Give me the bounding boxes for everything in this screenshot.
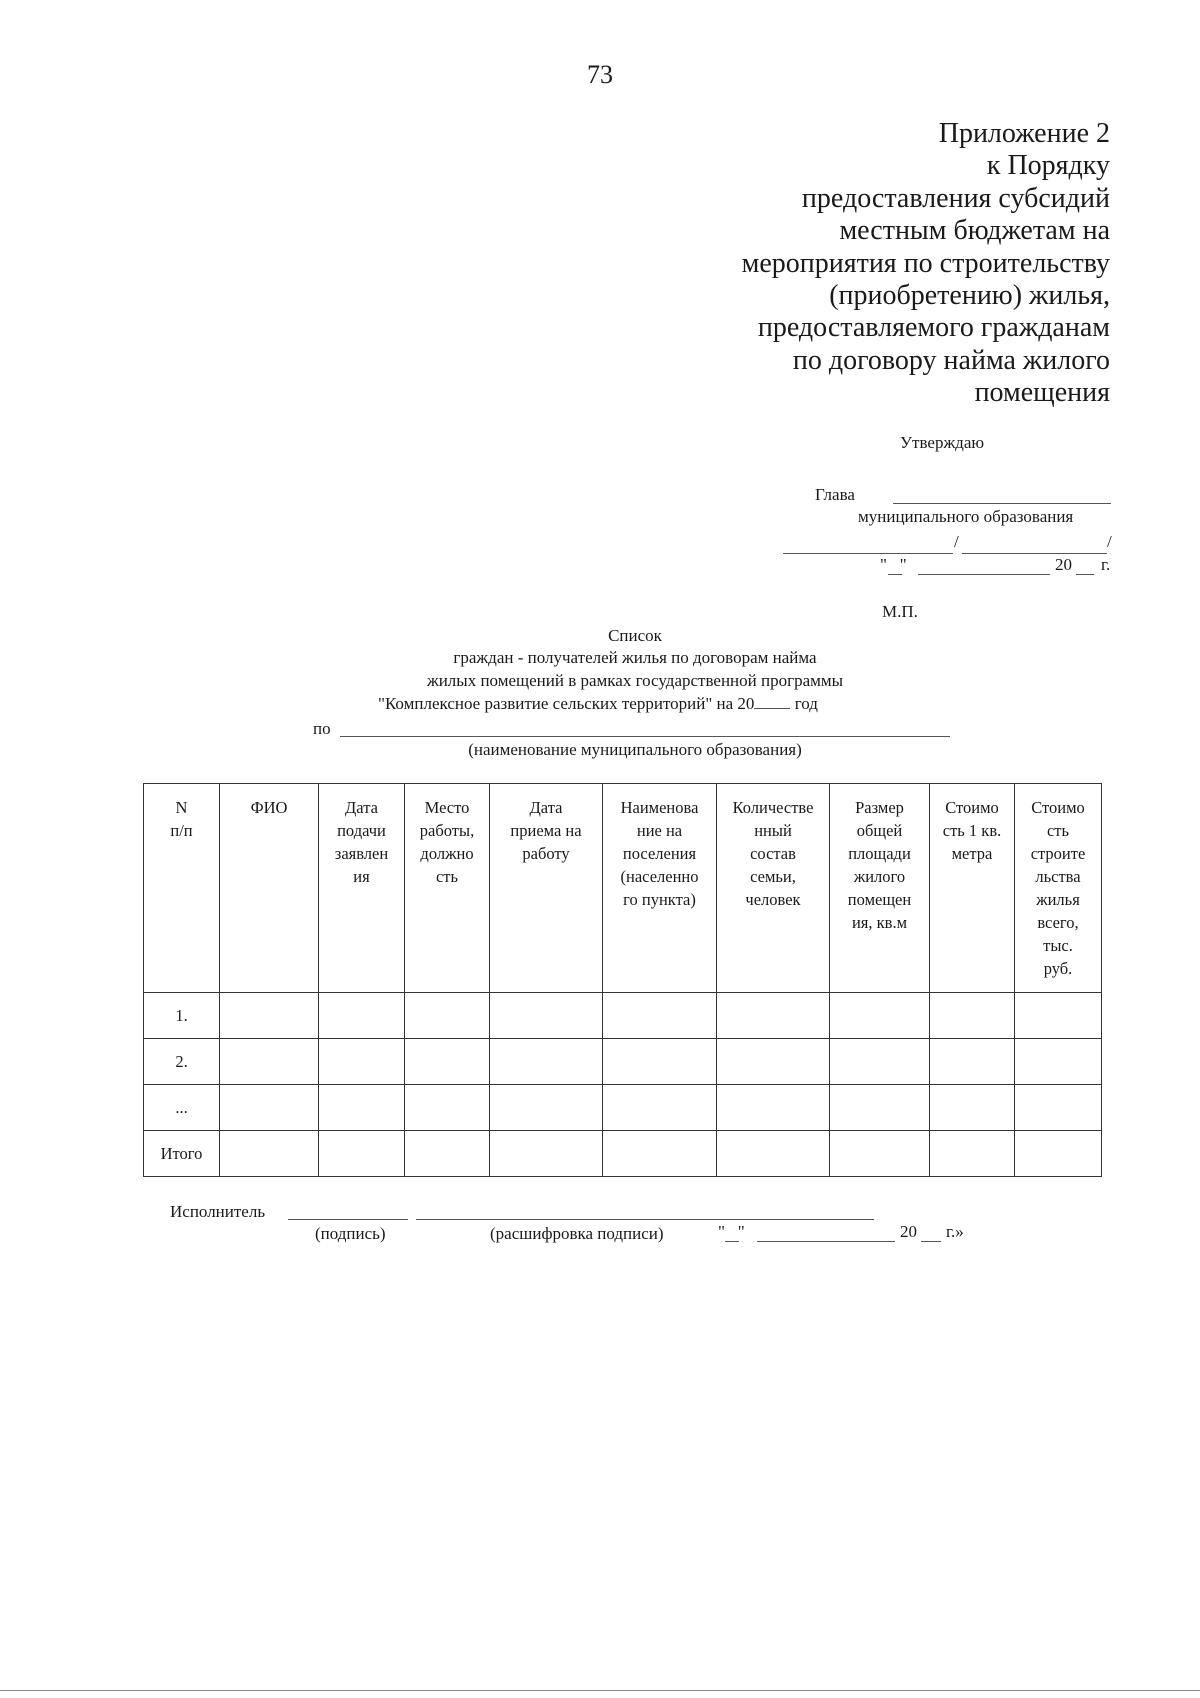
header-cell-settlement: Наименова ние на поселения (населенно го пункта) [603,784,717,993]
table-row [144,1085,1102,1131]
footer-year-suffix: г.» [946,1222,964,1241]
slash: / [1107,532,1112,551]
list-title: Список [608,626,662,645]
po-label: по [313,719,331,738]
header-cell-application-date: Дата подачи заявлен ия [319,784,405,993]
appendix-line: местным бюджетам на [839,215,1110,247]
header-cell-total-cost: Стоимо сть строите льства жилья всего, тыс. руб. [1015,784,1102,993]
header-cell-family-size: Количестве нный состав семьи, человек [717,784,830,993]
table-row [144,993,1102,1039]
header-cell-workplace: Место работы, должно сть [405,784,490,993]
appendix-line: помещения [974,377,1110,409]
header-cell-fio: ФИО [220,784,319,993]
executor-signature-line [288,1219,408,1220]
executor-name-line [416,1219,874,1220]
footer-quote-marks: " " [718,1222,745,1241]
list-title-line: граждан - получателей жилья по договорам найма [453,648,817,667]
signature-line [783,553,953,554]
year-word: год [794,694,818,713]
quote-marks: " " [880,555,907,574]
approve-label: Утверждаю [900,433,985,452]
header-cell-number: N п/п [144,784,220,993]
header-cell-area: Размер общей площади жилого помещен ия, кв.м [830,784,930,993]
footer-day-line [725,1241,739,1242]
row-number-cell: 2. [144,1039,220,1085]
row-total-cell: Итого [144,1131,220,1177]
footer-year-prefix: 20 [900,1222,917,1241]
page-number: 73 [587,60,613,89]
footer-month-line [757,1241,895,1242]
municipality-name-line [340,736,950,737]
slash: / [954,532,959,551]
municipality-label: муниципального образования [858,507,1074,526]
header-cell-hire-date: Дата приема на работу [490,784,603,993]
page-bottom-rule [0,1690,1200,1691]
program-name: "Комплексное развитие сельских территорий" на 20 [378,694,755,713]
appendix-line: предоставляемого гражданам [757,312,1110,344]
table-header-row [144,784,1102,993]
appendix-header [590,118,1110,410]
decode-caption: (расшифровка подписи) [490,1224,664,1243]
appendix-line: Приложение 2 [938,118,1110,149]
table-row [144,1039,1102,1085]
appendix-line: по договору найма жилого [792,344,1110,376]
row-number-cell: ... [144,1085,220,1131]
day-line [888,574,902,575]
recipients-table [143,783,1102,1177]
seal-label: М.П. [882,602,918,621]
row-number-cell: 1. [144,993,220,1039]
footer-year-line [921,1241,941,1242]
list-title-line [378,694,818,714]
list-title-line: жилых помещений в рамках государственной программы [426,671,844,690]
table-row-total [144,1131,1102,1177]
municipality-caption: (наименование муниципального образования) [468,740,802,759]
appendix-line: к Порядку [986,150,1110,182]
year-blank [754,694,790,709]
executor-label: Исполнитель [170,1202,266,1221]
appendix-line: мероприятия по строительству [741,247,1110,279]
head-label: Глава [815,485,855,504]
head-name-line [893,503,1111,504]
signature-caption: (подпись) [315,1224,386,1243]
header-cell-price-per-meter: Стоимо сть 1 кв. метра [930,784,1015,993]
month-line [918,574,1050,575]
year-prefix: 20 [1055,555,1072,574]
appendix-line: предоставления субсидий [801,182,1110,214]
year-line [1076,574,1094,575]
year-suffix: г. [1101,555,1111,574]
name-line [962,553,1107,554]
appendix-line: (приобретению) жилья, [829,280,1110,312]
